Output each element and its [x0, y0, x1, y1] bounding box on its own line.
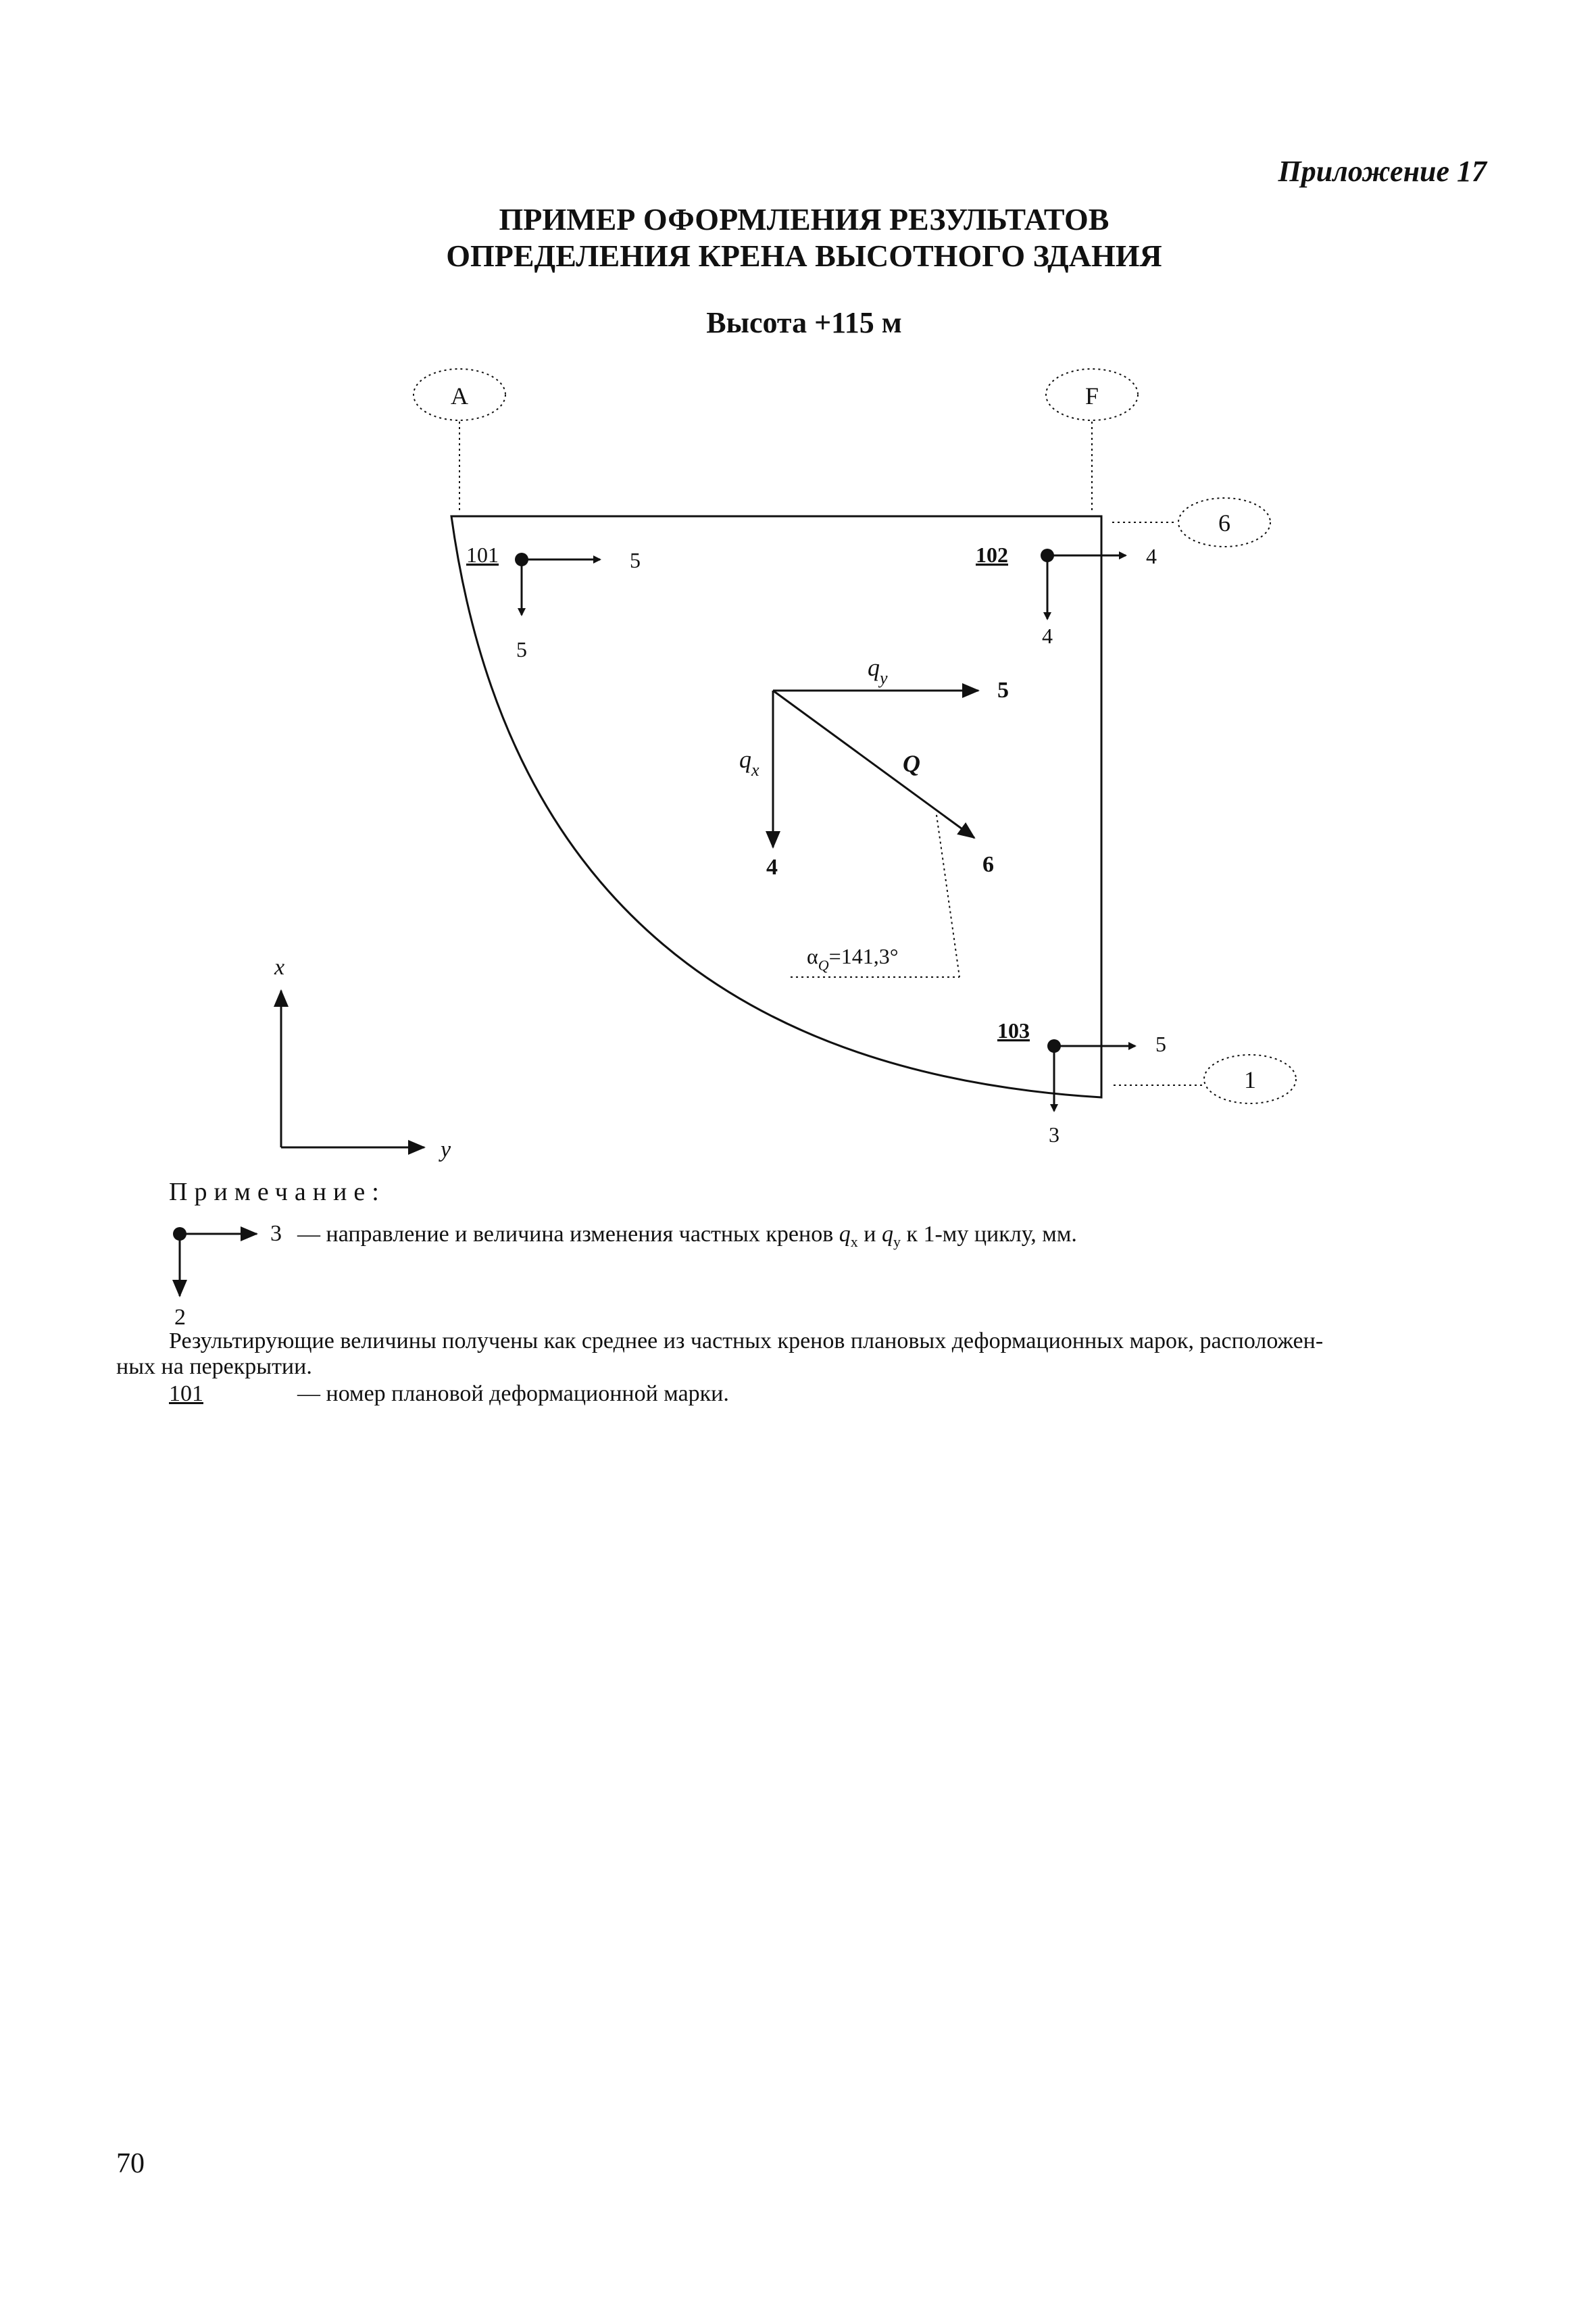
axis-x-label: x	[274, 955, 285, 980]
legend-down-value: 2	[174, 1305, 186, 1330]
angle-label: $\alpha_Q=141,3^\circ$	[807, 944, 899, 974]
height-label: Высота +115 м	[706, 306, 902, 339]
mark-103-id: 103	[997, 1018, 1030, 1043]
legend-arrow-icon	[173, 1221, 282, 1330]
coordinate-axes	[274, 955, 451, 1162]
qy-value: 5	[997, 678, 1009, 703]
q-label: Q	[903, 750, 920, 777]
mark-102-down-value: 4	[1042, 624, 1053, 648]
q-value: 6	[982, 852, 994, 877]
resultant-vectors	[739, 654, 1009, 977]
axis-bubble-1	[1114, 1055, 1296, 1103]
axis-bubble-f	[1046, 369, 1138, 514]
mark-102	[976, 543, 1157, 648]
legend-right-value: 3	[270, 1221, 282, 1246]
mark-example-description: — номер плановой деформационной марки.	[297, 1381, 729, 1406]
mark-101-down-value: 5	[516, 637, 527, 662]
legend-description: — направление и величина изменения частных кренов $q_x$ и $q_y$ к 1-му циклу, мм.	[297, 1222, 1077, 1250]
mark-103	[997, 1018, 1166, 1147]
mark-101-right-value: 5	[630, 548, 641, 572]
axis-bubble-a	[414, 369, 505, 514]
axis-y-label: y	[441, 1137, 451, 1162]
qx-value: 4	[766, 855, 778, 880]
mark-101	[466, 543, 641, 662]
axis-label-1: 1	[1244, 1066, 1256, 1093]
qy-label: $q_y$	[868, 654, 888, 688]
title-line-2: ОПРЕДЕЛЕНИЯ КРЕНА ВЫСОТНОГО ЗДАНИЯ	[446, 239, 1162, 273]
mark-example-number: 101	[169, 1381, 203, 1406]
mark-101-id: 101	[466, 543, 499, 567]
result-note-line-2: ных на перекрытии.	[116, 1354, 312, 1379]
mark-103-right-value: 5	[1155, 1032, 1166, 1056]
mark-103-down-value: 3	[1049, 1122, 1059, 1147]
building-outline	[451, 516, 1101, 1097]
axis-label-6: 6	[1218, 509, 1230, 537]
axis-label-f: F	[1084, 382, 1099, 409]
mark-102-right-value: 4	[1146, 544, 1157, 568]
note-heading: Примечание:	[169, 1178, 386, 1206]
page-number: 70	[116, 2148, 145, 2179]
title-line-1: ПРИМЕР ОФОРМЛЕНИЯ РЕЗУЛЬТАТОВ	[499, 202, 1109, 237]
axis-label-a: A	[451, 382, 468, 409]
mark-102-id: 102	[976, 543, 1008, 567]
result-note-line-1: Результирующие величины получены как среднее из частных кренов плановых деформационных марок, расположен-	[169, 1328, 1324, 1353]
axis-bubble-6	[1112, 498, 1270, 547]
appendix-label: Приложение 17	[1278, 155, 1487, 188]
qx-label: $q_x$	[739, 746, 759, 780]
